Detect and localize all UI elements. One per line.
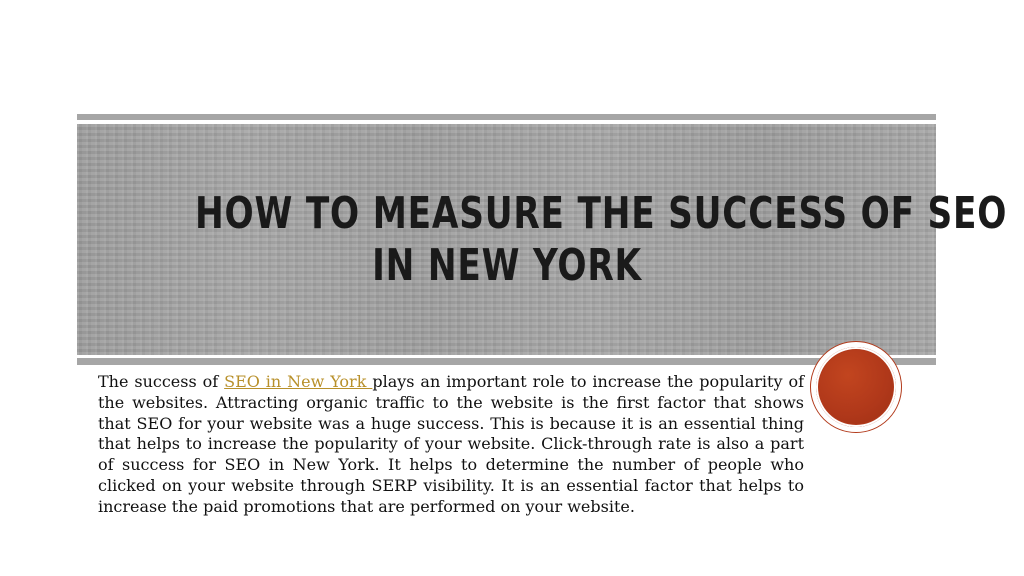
body-paragraph	[98, 372, 804, 518]
body-text-rest: plays an important role to increase the popularity of the websites. Attracting organic traffic to the website is the first factor that shows that SEO for your website was a huge success. This is because it is an essential thing that helps to increase the popularity of your website. Click-through rate is also a part of success for SEO in New York. It helps to determine the number of people who clicked on your website through SERP visibility. It is an essential factor that helps to increase the paid promotions that are performed on your website.	[98, 372, 804, 516]
seal-inner-disc	[816, 347, 896, 427]
slide-title-line-1: HOW TO MEASURE THE SUCCESS OF SEO	[194, 187, 1007, 239]
body-text-start: The success of	[98, 372, 225, 391]
title-panel	[77, 124, 1007, 355]
slide-title	[194, 187, 1007, 292]
seo-new-york-link[interactable]: SEO in New York	[224, 372, 373, 391]
title-band-top	[77, 114, 936, 120]
red-circle-seal-icon	[810, 341, 902, 433]
title-band-bottom	[77, 358, 936, 365]
slide-title-line-2: IN NEW YORK	[371, 239, 642, 291]
